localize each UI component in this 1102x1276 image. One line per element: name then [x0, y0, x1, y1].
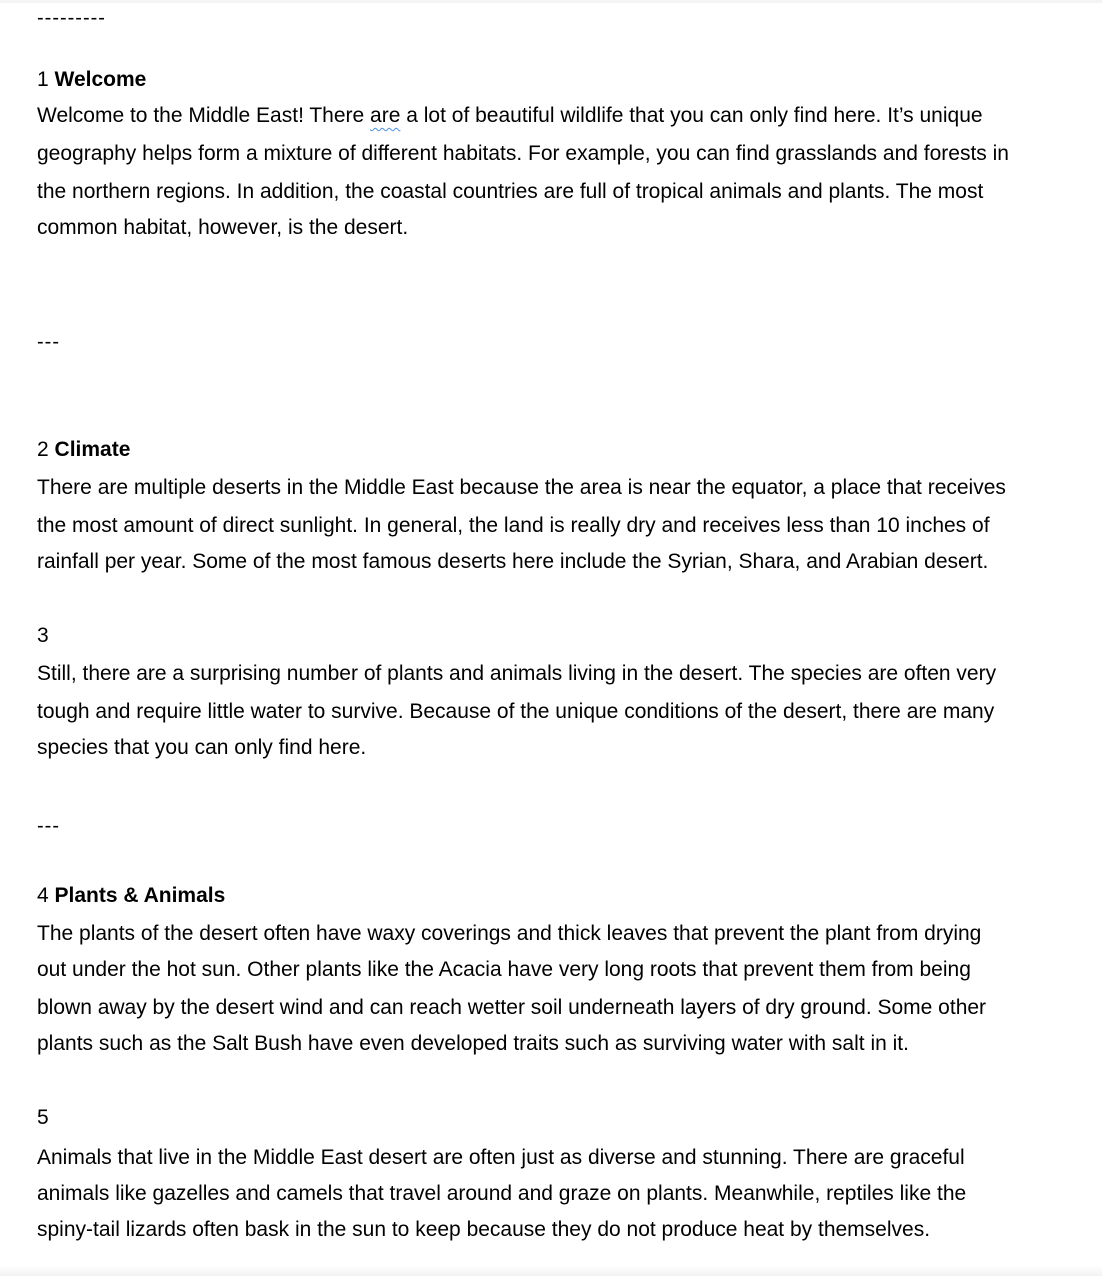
paragraph-line: The plants of the desert often have waxy coverings and thick leaves that prevent the plant from drying	[37, 922, 982, 945]
top-separator: ---------	[37, 7, 106, 29]
paragraph-line: blown away by the desert wind and can reach wetter soil underneath layers of dry ground. Some other	[37, 996, 987, 1019]
section-number: 1	[37, 68, 49, 91]
paragraph-line: rainfall per year. Some of the most famous deserts here include the Syrian, Shara, and Arabian desert.	[37, 550, 989, 573]
bottom-edge	[0, 1266, 1102, 1276]
section-4-paragraph	[37, 916, 986, 1062]
section-title: Plants & Animals	[54, 884, 226, 907]
section-2-heading	[37, 432, 130, 468]
section-4-heading	[37, 878, 225, 914]
section-3-paragraph	[37, 656, 996, 766]
top-edge	[0, 0, 1102, 3]
paragraph-line: common habitat, however, is the desert.	[37, 216, 409, 239]
section-title: Welcome	[54, 68, 147, 91]
paragraph-line: species that you can only find here.	[37, 736, 367, 759]
section-5-paragraph	[37, 1140, 966, 1248]
paragraph-line: animals like gazelles and camels that travel around and graze on plants. Meanwhile, reptiles like the	[37, 1182, 967, 1205]
text-run: a lot of beautiful wildlife that you can only find here. It’s unique	[400, 104, 983, 127]
section-3-heading	[37, 618, 49, 654]
section-1-paragraph	[37, 98, 1009, 246]
section-number: 4	[37, 884, 49, 907]
paragraph-line	[37, 98, 1009, 134]
section-1-heading	[37, 62, 146, 98]
paragraph-line: out under the hot sun. Other plants like the Acacia have very long roots that prevent them from being	[37, 958, 971, 981]
section-2-paragraph	[37, 470, 1006, 580]
section-title: Climate	[54, 438, 131, 461]
section-number: 5	[37, 1106, 49, 1129]
paragraph-line: the most amount of direct sunlight. In general, the land is really dry and receives less than 10 inches of	[37, 514, 990, 537]
section-number: 2	[37, 438, 49, 461]
separator: ---	[37, 815, 60, 837]
separator: ---	[37, 331, 60, 353]
paragraph-line: spiny-tail lizards often bask in the sun to keep because they do not produce heat by themselves.	[37, 1218, 931, 1241]
paragraph-line: the northern regions. In addition, the coastal countries are full of tropical animals and plants. The most	[37, 180, 984, 203]
section-number: 3	[37, 624, 49, 647]
paragraph-line: plants such as the Salt Bush have even developed traits such as surviving water with salt in it.	[37, 1032, 909, 1055]
paragraph-line: Still, there are a surprising number of plants and animals living in the desert. The species are often very	[37, 662, 997, 685]
section-5-heading	[37, 1100, 49, 1136]
paragraph-line: tough and require little water to survive. Because of the unique conditions of the desert, there are many	[37, 700, 995, 723]
grammar-flag-are[interactable]: are	[370, 104, 401, 127]
paragraph-line: geography helps form a mixture of different habitats. For example, you can find grasslands and forests in	[37, 142, 1009, 165]
paragraph-line: There are multiple deserts in the Middle East because the area is near the equator, a place that receives	[37, 476, 1006, 499]
text-run: Welcome to the Middle East! There	[37, 104, 371, 127]
paragraph-line: Animals that live in the Middle East desert are often just as diverse and stunning. There are graceful	[37, 1146, 965, 1169]
